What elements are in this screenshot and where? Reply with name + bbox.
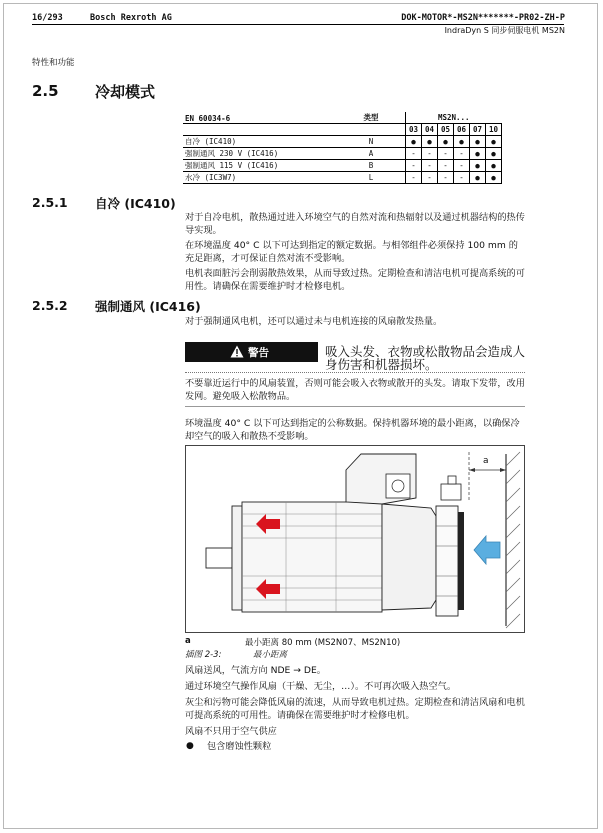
doc-subtitle: IndraDyn S 同步伺服电机 MS2N (444, 26, 565, 35)
size-05: 05 (438, 124, 454, 136)
row-mark: - (406, 148, 422, 160)
row-type: A (337, 148, 406, 160)
paragraph: 风扇送风，气流方向 NDE → DE。 (185, 665, 326, 676)
row-mark: ● (470, 160, 486, 172)
warning-label-box (185, 342, 318, 362)
paragraph: 灰尘和污物可能会降低风扇的流速，从而导致电机过热。定期检查和清洁风扇和电机可提高系统的可用性。请确保在需要维护时才检修电机。 (185, 697, 525, 721)
bullet-text: 包含磨蚀性颗粒 (207, 741, 272, 752)
section-divider (185, 406, 525, 407)
table-row (183, 148, 502, 160)
size-10: 10 (486, 124, 502, 136)
row-mark: - (438, 172, 454, 184)
table-row (183, 136, 502, 148)
row-mark: - (454, 172, 470, 184)
row-type: N (337, 136, 406, 148)
paragraph: 通过环境空气操作风扇（干燥、无尘，…）。不可再次吸入热空气。 (185, 681, 457, 692)
row-mark: ● (454, 136, 470, 148)
row-mark: ● (470, 136, 486, 148)
row-mark: - (422, 172, 438, 184)
section-title: 冷却模式 (95, 83, 156, 101)
paragraph: 风扇不只用于空气供应 (185, 726, 277, 737)
paragraph: 在环境温度 40° C 以下可达到指定的额定数据。与相邻组件必须保持 100 mm 的充足距离，才可保证自然对流不受影响。 (185, 240, 518, 264)
legend-key: a (185, 636, 191, 646)
caption-number: 插图 2-3: (185, 650, 222, 660)
paragraph: 对于自冷电机，散热通过进入环境空气的自然对流和热辐射以及通过机器结构的热传导实现。 (185, 212, 525, 236)
row-mark: - (454, 148, 470, 160)
row-mark: ● (486, 172, 502, 184)
subsection-number: 2.5.1 (32, 195, 68, 210)
motor-drawing (186, 446, 524, 632)
doc-id: DOK-MOTOR*-MS2N*******-PR02-ZH-P (401, 13, 565, 23)
row-type: B (337, 160, 406, 172)
row-label: 强制通风 230 V (IC416) (183, 148, 337, 160)
row-type: L (337, 172, 406, 184)
row-mark: ● (486, 136, 502, 148)
header-rule (32, 24, 564, 25)
section-number: 2.5 (32, 82, 59, 100)
cooling-table (183, 112, 502, 184)
warning-triangle-icon (230, 345, 244, 358)
warning-text: 吸入头发、衣物或松散物品会造成人身伤害和机器损坏。 (325, 344, 526, 372)
row-mark: - (422, 148, 438, 160)
row-mark: - (406, 172, 422, 184)
row-mark: - (406, 160, 422, 172)
row-mark: ● (486, 160, 502, 172)
row-mark: ● (470, 148, 486, 160)
company-name: Bosch Rexroth AG (90, 13, 172, 23)
paragraph: 电机表面脏污会削弱散热效果，从而导致过热。定期检查和清洁电机可提高系统的可用性。请确保在需要维护时才检修电机。 (185, 268, 525, 292)
dimension-label: a (483, 456, 489, 466)
row-mark: - (422, 160, 438, 172)
warning-divider (185, 372, 525, 373)
figure-min-distance (185, 445, 525, 633)
row-mark: ● (438, 136, 454, 148)
subsection-number: 2.5.2 (32, 298, 68, 313)
size-03: 03 (406, 124, 422, 136)
col-group: MS2N... (406, 112, 502, 124)
row-mark: - (438, 160, 454, 172)
table-row (183, 160, 502, 172)
subsection-title: 自冷 (IC410) (95, 196, 176, 211)
warning-label: 警告 (248, 347, 269, 359)
bullet-icon: ● (186, 741, 194, 751)
page-number: 16/293 (32, 13, 63, 23)
table-row (183, 172, 502, 184)
row-mark: ● (422, 136, 438, 148)
row-mark: ● (486, 148, 502, 160)
row-mark: ● (406, 136, 422, 148)
size-07: 07 (470, 124, 486, 136)
row-label: 水冷 (IC3W7) (183, 172, 337, 184)
paragraph: 对于强制通风电机，还可以通过未与电机连接的风扇散发热量。 (185, 316, 443, 327)
paragraph: 不要靠近运行中的风扇装置，否则可能会吸入衣物或散开的头发。请取下发带，改用发网。避免吸入松散物品。 (185, 378, 525, 402)
size-06: 06 (454, 124, 470, 136)
caption-text: 最小距离 (253, 650, 288, 660)
row-label: 强制通风 115 V (IC416) (183, 160, 337, 172)
subsection-title: 强制通风 (IC416) (95, 299, 201, 314)
col-type: 类型 (337, 112, 406, 124)
paragraph: 环境温度 40° C 以下可达到指定的公称数据。保持机器环境的最小距离，以确保冷却空气的吸入和散热不受影响。 (185, 418, 520, 442)
breadcrumb: 特性和功能 (32, 58, 75, 68)
col-standard: EN 60034-6 (183, 112, 337, 124)
legend-text: 最小距离 80 mm (MS2N07、MS2N10) (245, 638, 401, 648)
row-mark: - (438, 148, 454, 160)
row-mark: - (454, 160, 470, 172)
row-label: 自冷 (IC410) (183, 136, 337, 148)
size-04: 04 (422, 124, 438, 136)
row-mark: ● (470, 172, 486, 184)
